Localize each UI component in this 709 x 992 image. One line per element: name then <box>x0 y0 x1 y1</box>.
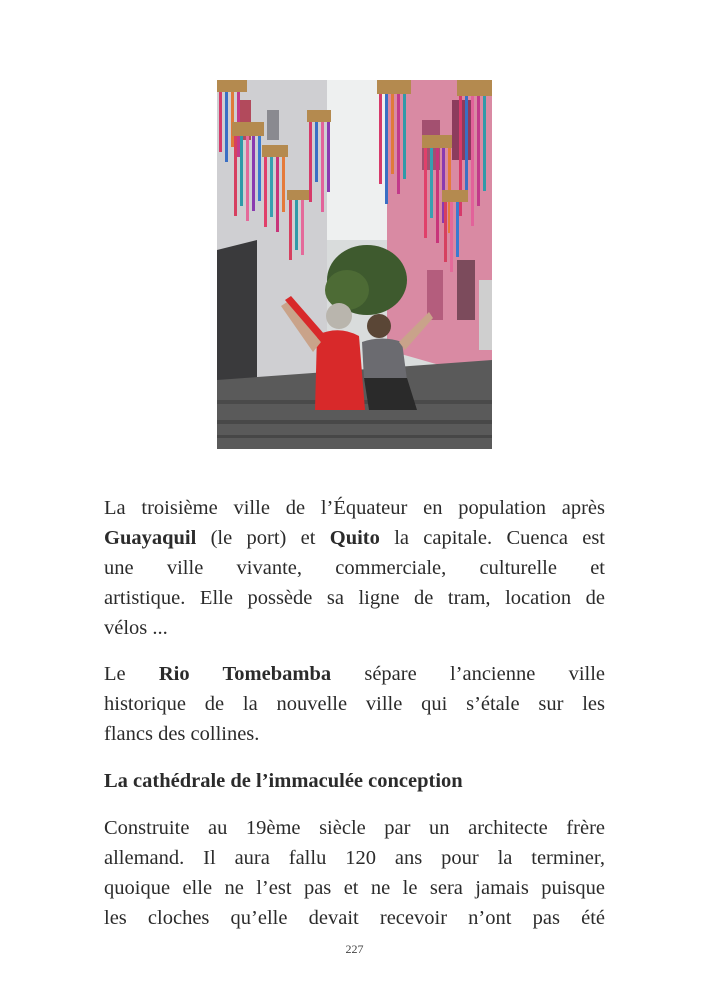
bold-term-quito: Quito <box>329 527 380 549</box>
text-line: historique de la nouvelle ville qui s’étale sur les <box>104 693 605 715</box>
paragraph-cathedral <box>104 813 605 933</box>
text-line: Construite au 19ème siècle par un architecte frère <box>104 817 605 839</box>
bold-term-guayaquil: Guayaquil <box>104 527 197 549</box>
text-line: artistique. Elle possède sa ligne de tram, location de <box>104 587 605 609</box>
bold-term-rio-tomebamba: Rio Tomebamba <box>158 663 332 685</box>
page-number: 227 <box>345 942 364 956</box>
street-photo <box>217 80 492 449</box>
text-line: allemand. Il aura fallu 120 ans pour la terminer, <box>104 847 605 869</box>
section-heading: La cathédrale de l’immaculée conception <box>104 770 463 792</box>
text-line: Le Rio Tomebamba sépare l’ancienne ville <box>104 663 605 685</box>
paragraph-rio <box>104 659 605 749</box>
text-line: les cloches qu’elle devait recevoir n’ont pas été <box>104 907 605 929</box>
text-line: flancs des collines. <box>104 723 260 745</box>
text-line: La troisième ville de l’Équateur en population après <box>104 497 605 519</box>
text-line: Guayaquil (le port) et Quito la capitale. Cuenca est <box>104 527 605 549</box>
text-line: quoique elle ne l’est pas et ne le sera jamais puisque <box>104 877 605 899</box>
paragraph-intro <box>104 493 605 643</box>
text-line: vélos ... <box>104 617 168 639</box>
text-line: une ville vivante, commerciale, culturelle et <box>104 557 605 579</box>
